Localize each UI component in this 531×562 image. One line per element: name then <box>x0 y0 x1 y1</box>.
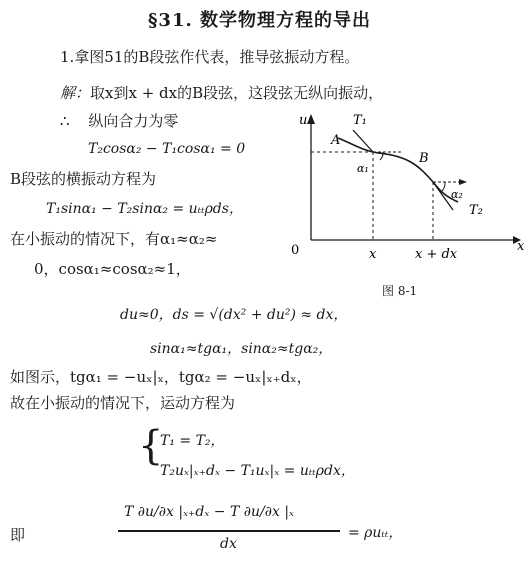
figure-u-label: u <box>299 113 308 128</box>
fraction-rhs: = ρuₜₜ， <box>348 525 403 541</box>
system-brace: { <box>138 423 164 469</box>
cos-approx-line: 0，cosα₁≈cosα₂≈1， <box>34 260 191 278</box>
problem-statement: 1.拿图51的B段弦作代表，推导弦振动方程。 <box>60 48 360 66</box>
string-figure <box>283 110 528 260</box>
solution-text: 取x到x + dx的B段弦，这段弦无纵向振动， <box>90 84 384 102</box>
therefore-symbol: ∴ <box>60 112 70 130</box>
figure-B-label: B <box>419 151 429 166</box>
equation-longitudinal: T₂cosα₂ − T₁cosα₁ = 0 <box>88 141 246 157</box>
figure-caption: 图 8-1 <box>382 284 418 298</box>
transverse-heading: B段弦的横振动方程为 <box>10 170 157 188</box>
small-vibration-line: 在小振动的情况下，有α₁≈α₂≈ <box>10 230 218 248</box>
fraction-bar <box>118 530 340 532</box>
equation-transverse: T₁sinα₁ − T₂sinα₂ = uₜₜρds， <box>46 201 243 217</box>
equation-sin-tg: sinα₁≈tgα₁，sinα₂≈tgα₂， <box>150 341 333 357</box>
figure-tick-xdx: x + dx <box>415 247 458 260</box>
figure-A-label: A <box>331 133 341 148</box>
fraction-denominator: dx <box>220 536 237 552</box>
therefore-text: 纵向合力为零 <box>88 112 179 130</box>
solution-line-1 <box>60 82 383 103</box>
ji-label: 即 <box>10 526 26 544</box>
therefore-line <box>60 110 178 131</box>
system-eq-2: T₂uₓ|ₓ₊dₓ − T₁uₓ|ₓ = uₜₜρdx， <box>160 463 355 479</box>
figure-x-axis-label: x <box>517 239 525 254</box>
figure-origin: 0 <box>291 243 300 258</box>
figure-T1-label: T₁ <box>353 113 367 128</box>
motion-heading: 故在小振动的情况下，运动方程为 <box>10 394 236 412</box>
fraction-numerator: T ∂u/∂x |ₓ₊dₓ − T ∂u/∂x |ₓ <box>124 504 295 520</box>
figure-alpha2-label: α₂ <box>451 188 463 201</box>
figure-alpha1-label: α₁ <box>357 162 369 175</box>
solution-label: 解： <box>60 84 91 102</box>
equation-du-ds: du≈0，ds = √(dx² + du²) ≈ dx， <box>120 307 348 323</box>
page-title: §31. 数学物理方程的导出 <box>148 10 371 31</box>
figure-T2-label: T₂ <box>469 203 483 218</box>
figure-tick-x: x <box>369 247 377 260</box>
system-eq-1: T₁ = T₂， <box>160 433 225 449</box>
figure-slope-line: 如图示，tgα₁ = −uₓ|ₓ，tgα₂ = −uₓ|ₓ₊dₓ， <box>10 368 312 386</box>
